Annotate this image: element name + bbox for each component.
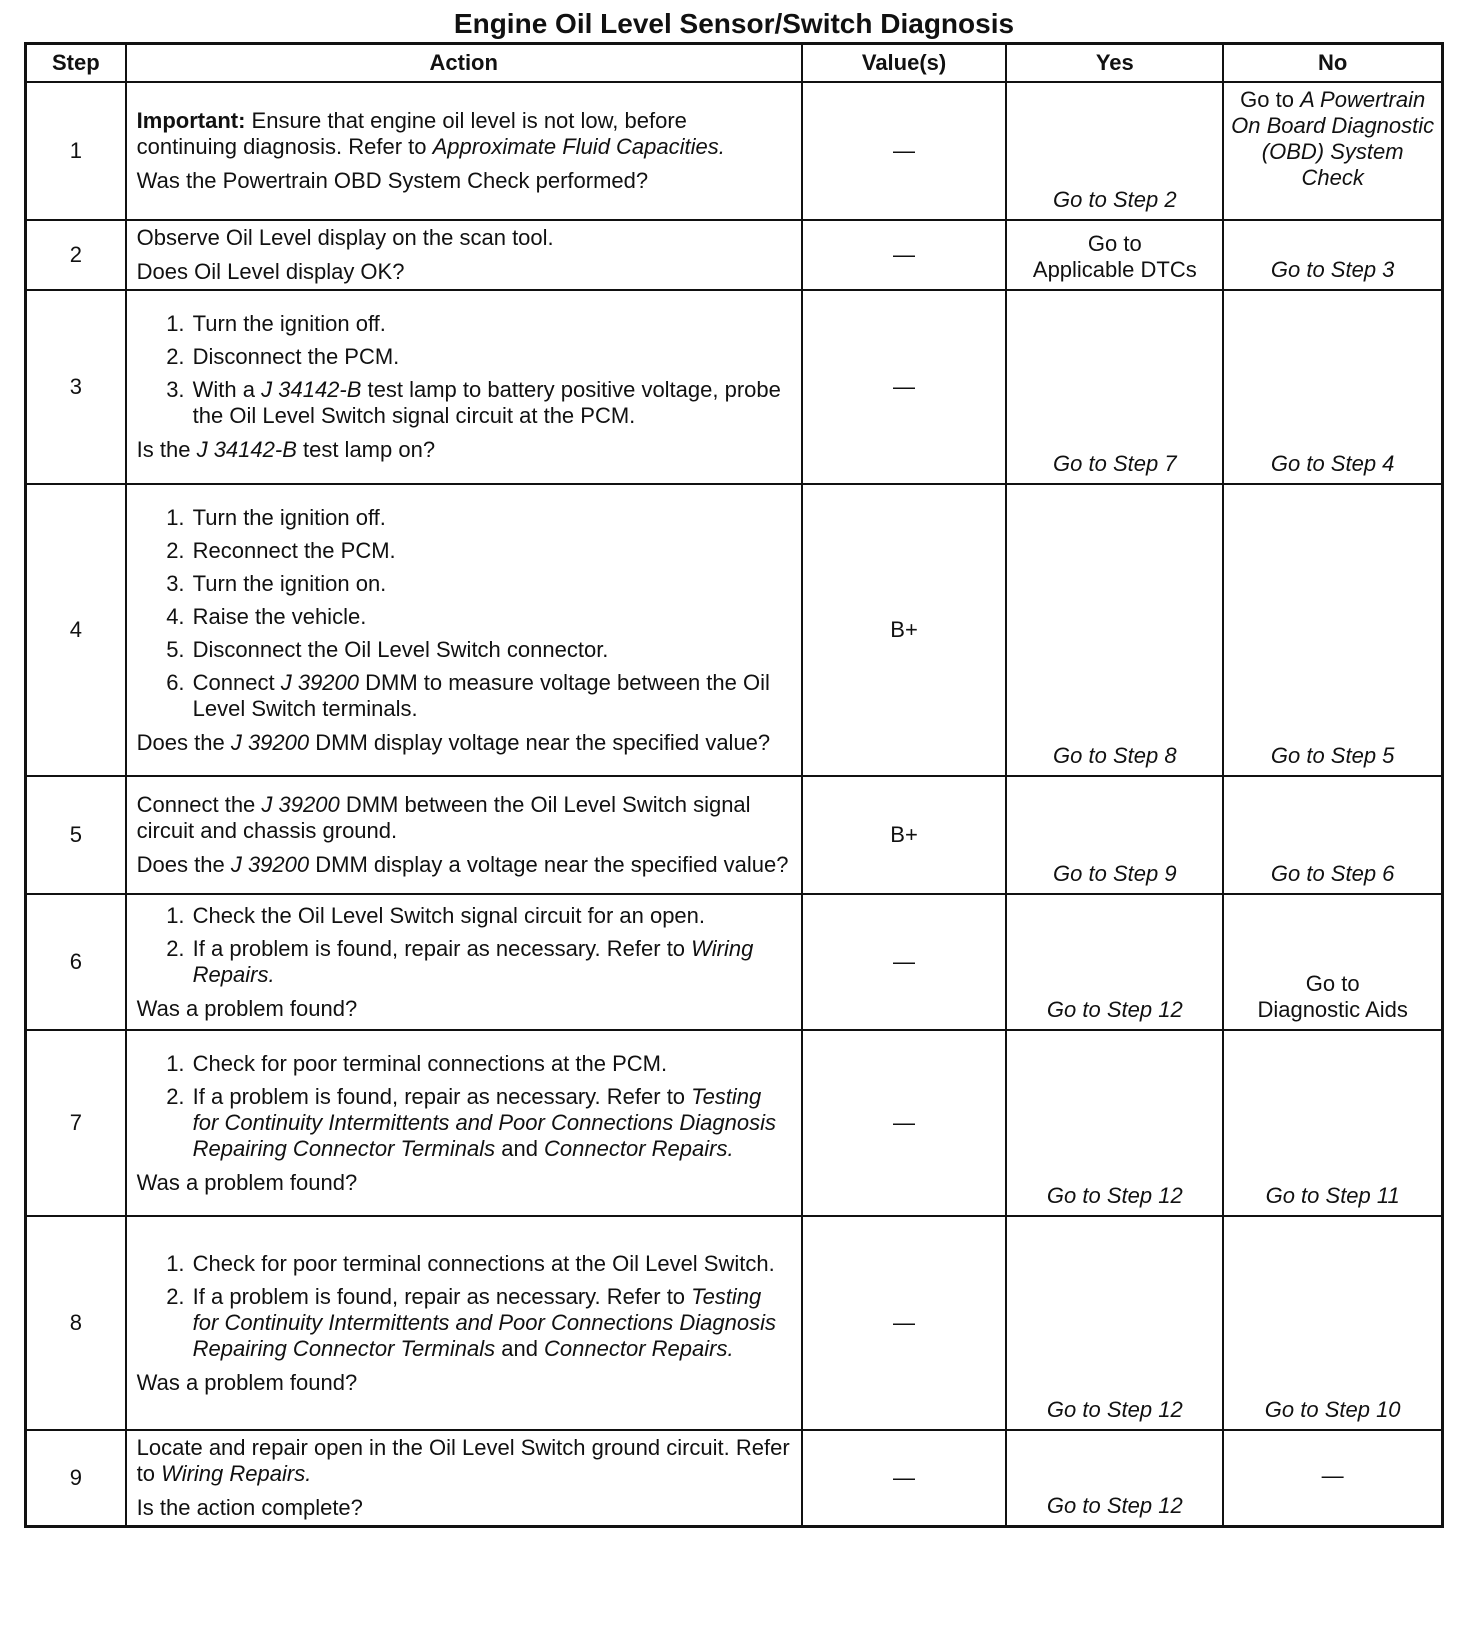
document-title: Engine Oil Level Sensor/Switch Diagnosis — [453, 8, 1015, 39]
action-question: Was the Powertrain OBD System Check performed? — [136, 168, 649, 193]
important-text: Ensure that engine oil level is not low, before continuing diagnosis. Refer to — [136, 108, 687, 159]
action-steps — [137, 903, 791, 988]
no-cell: Go to Step 4 — [1223, 290, 1442, 484]
table-row — [26, 290, 1443, 484]
yes-cell: Go to Step 7 — [1006, 290, 1223, 484]
text-part: Is the — [136, 437, 197, 462]
action-question: Was a problem found? — [136, 1369, 358, 1395]
list-item: 1. Check for poor terminal connections at the Oil Level Switch. — [191, 1251, 791, 1277]
list-item — [191, 377, 791, 429]
value-cell: — — [802, 1430, 1007, 1527]
text-part: DMM display voltage near the specified value? — [309, 729, 771, 755]
step-number: 5 — [26, 776, 126, 894]
important-note — [137, 108, 791, 160]
yes-cell: Go to Step 9 — [1006, 776, 1223, 894]
text-part: and — [495, 1135, 545, 1161]
text-part: If a problem is found, repair as necessary. Refer to — [192, 935, 692, 961]
text-part: test lamp to battery positive voltage, probe the Oil Level Switch signal circuit at the PCM. — [192, 377, 781, 428]
action-steps — [137, 1051, 791, 1162]
header-value: Value(s) — [802, 44, 1007, 83]
action-question: Was a problem found? — [136, 1169, 358, 1195]
table-row — [26, 1430, 1443, 1527]
text-part: With a — [192, 377, 262, 402]
header-no: No — [1223, 44, 1442, 83]
table-row — [26, 82, 1443, 220]
header-action: Action — [126, 44, 802, 83]
text-part: Connect — [192, 669, 281, 695]
action-question: Is the action complete? — [136, 1495, 363, 1520]
action-question — [137, 852, 791, 878]
document-page — [24, 0, 1444, 1528]
text-part: DMM to measure voltage between the Oil Level Switch terminals. — [192, 669, 770, 721]
step-number: 8 — [26, 1216, 126, 1430]
tool-ref: J 39200 — [280, 669, 360, 695]
yes-cell — [1006, 220, 1223, 290]
text-part: DMM display a voltage near the specified value? — [309, 852, 789, 877]
action-cell — [126, 776, 802, 894]
header-step: Step — [26, 44, 126, 83]
action-cell — [126, 1030, 802, 1216]
no-cell: — — [1223, 1430, 1442, 1527]
table-row — [26, 1030, 1443, 1216]
action-cell — [126, 220, 802, 290]
tool-ref: J 39200 — [230, 852, 310, 877]
doc-ref: Wiring Repairs. — [161, 1461, 312, 1486]
action-steps — [137, 505, 791, 722]
diagnosis-table — [24, 42, 1444, 1528]
step-number: 7 — [26, 1030, 126, 1216]
yes-cell: Go to Step 12 — [1006, 1216, 1223, 1430]
yes-line: Applicable DTCs — [1032, 257, 1197, 282]
action-question — [137, 730, 791, 756]
list-item: 4. Raise the vehicle. — [191, 604, 791, 630]
no-cell: Go to Step 3 — [1223, 220, 1442, 290]
action-cell — [126, 894, 802, 1030]
doc-ref: Connector Repairs. — [544, 1335, 734, 1361]
list-item — [191, 936, 791, 988]
no-cell: Go to Step 5 — [1223, 484, 1442, 776]
header-yes: Yes — [1006, 44, 1223, 83]
no-cell — [1223, 894, 1442, 1030]
tool-ref: J 39200 — [230, 729, 310, 755]
tool-ref: J 39200 — [261, 792, 340, 817]
text-part: Does the — [136, 852, 231, 877]
list-item — [191, 670, 791, 722]
tool-ref: J 34142-B — [261, 377, 362, 402]
yes-line: Go to — [1087, 231, 1142, 256]
action-cell — [126, 290, 802, 484]
important-label: Important: — [136, 108, 246, 133]
table-row — [26, 1216, 1443, 1430]
yes-cell: Go to Step 2 — [1006, 82, 1223, 220]
list-item: 2. Reconnect the PCM. — [191, 538, 791, 564]
table-row — [26, 894, 1443, 1030]
action-cell — [126, 484, 802, 776]
action-cell — [126, 1430, 802, 1527]
step-number: 2 — [26, 220, 126, 290]
table-row — [26, 220, 1443, 290]
doc-ref: Connector Repairs. — [544, 1135, 734, 1161]
list-item: 5. Disconnect the Oil Level Switch connector. — [191, 637, 791, 663]
action-cell — [126, 1216, 802, 1430]
no-line: Go to — [1305, 971, 1360, 996]
list-item: 3. Turn the ignition on. — [191, 571, 791, 597]
no-cell — [1223, 82, 1442, 220]
value-cell: — — [802, 82, 1007, 220]
important-ref: Approximate Fluid Capacities. — [432, 134, 725, 159]
doc-ref: Testing for Continuity Intermittents and Poor Connections Diagnosis Repairing Connector Terminals — [192, 1283, 776, 1361]
action-question — [137, 437, 791, 463]
text-part: Does the — [136, 729, 231, 755]
yes-cell: Go to Step 12 — [1006, 894, 1223, 1030]
no-cell: Go to Step 11 — [1223, 1030, 1442, 1216]
no-prefix: Go to — [1240, 87, 1301, 112]
yes-cell: Go to Step 8 — [1006, 484, 1223, 776]
list-item: 2. Disconnect the PCM. — [191, 344, 791, 370]
action-line — [137, 1435, 791, 1487]
action-steps — [137, 311, 791, 429]
step-number: 3 — [26, 290, 126, 484]
step-number: 6 — [26, 894, 126, 1030]
action-line: Observe Oil Level display on the scan tool. — [136, 225, 554, 250]
no-line: Diagnostic Aids — [1257, 997, 1408, 1022]
value-cell: — — [802, 290, 1007, 484]
table-row — [26, 484, 1443, 776]
list-item — [191, 1284, 791, 1362]
action-steps — [137, 1251, 791, 1362]
value-cell: — — [802, 220, 1007, 290]
text-part: If a problem is found, repair as necessary. Refer to — [192, 1083, 692, 1109]
action-cell — [126, 82, 802, 220]
doc-ref: Testing for Continuity Intermittents and Poor Connections Diagnosis Repairing Connector Terminals — [192, 1083, 776, 1161]
table-header-row — [26, 44, 1443, 83]
value-cell: — — [802, 1216, 1007, 1430]
action-line — [137, 792, 791, 844]
list-item: 1. Turn the ignition off. — [191, 311, 791, 337]
no-ref: A Powertrain On Board Diagnostic (OBD) System Check — [1231, 87, 1435, 190]
table-row — [26, 776, 1443, 894]
no-cell: Go to Step 10 — [1223, 1216, 1442, 1430]
text-part: and — [495, 1335, 545, 1361]
list-item: 1. Check the Oil Level Switch signal circuit for an open. — [191, 903, 791, 929]
step-number: 9 — [26, 1430, 126, 1527]
value-cell: — — [802, 1030, 1007, 1216]
action-question: Does Oil Level display OK? — [136, 259, 405, 284]
yes-cell: Go to Step 12 — [1006, 1430, 1223, 1527]
value-cell: B+ — [802, 776, 1007, 894]
text-part: DMM between the Oil Level Switch signal circuit and chassis ground. — [136, 792, 751, 843]
text-part: Locate and repair open in the Oil Level Switch ground circuit. Refer to — [136, 1435, 790, 1486]
value-cell: B+ — [802, 484, 1007, 776]
text-part: If a problem is found, repair as necessary. Refer to — [192, 1283, 692, 1309]
no-cell: Go to Step 6 — [1223, 776, 1442, 894]
list-item: 1. Check for poor terminal connections at the PCM. — [191, 1051, 791, 1077]
list-item — [191, 1084, 791, 1162]
text-part: test lamp on? — [296, 437, 436, 462]
action-question: Was a problem found? — [136, 995, 358, 1021]
yes-cell: Go to Step 12 — [1006, 1030, 1223, 1216]
step-number: 1 — [26, 82, 126, 220]
value-cell: — — [802, 894, 1007, 1030]
text-part: Connect the — [136, 792, 262, 817]
doc-ref: Wiring Repairs. — [192, 935, 754, 987]
list-item: 1. Turn the ignition off. — [191, 505, 791, 531]
step-number: 4 — [26, 484, 126, 776]
tool-ref: J 34142-B — [196, 437, 297, 462]
